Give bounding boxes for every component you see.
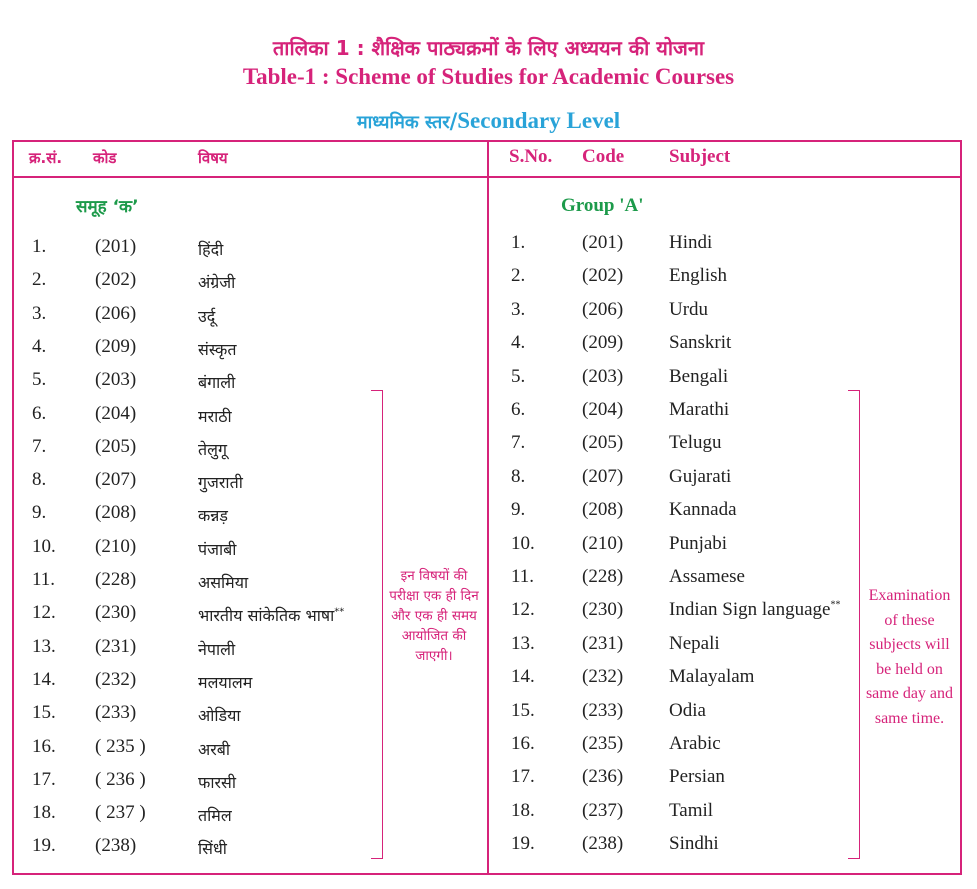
- row-code: (206): [95, 302, 137, 324]
- row-code: (204): [582, 399, 624, 420]
- row-sno: 14.: [511, 666, 535, 688]
- row-subject: [669, 566, 745, 588]
- row-code: (208): [95, 502, 137, 524]
- row-subject: [669, 599, 840, 621]
- row-subject-text: Gujarati: [669, 465, 732, 487]
- row-subject-text: Marathi: [669, 399, 730, 420]
- row-sno: 12.: [32, 602, 56, 624]
- row-sno: 17.: [511, 766, 535, 788]
- row-sno: 2.: [32, 269, 47, 291]
- row-sno: 6.: [32, 402, 47, 424]
- row-sno: 18.: [511, 799, 535, 821]
- row-code: (230): [95, 602, 137, 624]
- title-english: Table-1 : Scheme of Studies for Academic Courses: [242, 64, 735, 89]
- row-sno: 1.: [32, 236, 47, 257]
- row-subject-text: नेपाली: [198, 639, 236, 659]
- table-row: [0, 633, 977, 666]
- row-subject-text: मलयालम: [198, 672, 253, 692]
- row-code: (204): [95, 402, 137, 424]
- group-label-english: Group 'A': [561, 195, 644, 216]
- row-subject-text: ओडिया: [198, 706, 241, 726]
- row-code: (209): [582, 332, 624, 354]
- row-sno: 4.: [511, 332, 526, 354]
- row-sno: 18.: [32, 802, 56, 824]
- table-row: [0, 299, 977, 332]
- row-sno: 5.: [511, 365, 526, 387]
- row-code: (210): [582, 532, 624, 554]
- table-row: [0, 265, 977, 298]
- level-separator: /: [449, 108, 458, 133]
- row-sno: 3.: [32, 302, 47, 324]
- table-row: [0, 332, 977, 365]
- row-sno: 9.: [511, 499, 526, 521]
- table-row: [0, 599, 977, 632]
- row-code: (209): [95, 335, 137, 357]
- row-code: (201): [95, 236, 137, 257]
- row-sno: 11.: [511, 566, 535, 587]
- row-subject: [669, 800, 713, 822]
- row-subject-text: मराठी: [198, 406, 232, 426]
- row-sno: 8.: [511, 465, 526, 487]
- row-sno: 5.: [32, 369, 47, 391]
- table-row: [0, 733, 977, 766]
- table-row: [0, 666, 977, 699]
- row-code: (203): [582, 365, 624, 387]
- row-code: (238): [582, 833, 624, 855]
- row-code: (232): [95, 668, 137, 690]
- row-subject: [669, 466, 731, 488]
- row-subject-text: Sindhi: [669, 833, 719, 855]
- row-sno: 7.: [511, 432, 526, 454]
- row-code: (205): [582, 432, 624, 454]
- footnote-mark: **: [334, 606, 345, 618]
- row-code: ( 237 ): [95, 802, 146, 824]
- title-hindi: तालिका 1 : शैक्षिक पाठ्यक्रमों के लिए अध्ययन की योजना: [272, 36, 705, 60]
- row-code: (235): [582, 733, 624, 754]
- table-row: [0, 833, 977, 866]
- level-hindi: माध्यमिक स्तर: [356, 112, 450, 133]
- row-code: (207): [582, 465, 624, 487]
- row-subject: [669, 666, 754, 688]
- row-subject-text: Tamil: [669, 799, 714, 821]
- row-sno: 17.: [32, 768, 56, 790]
- row-subject-text: पंजाबी: [198, 539, 237, 559]
- row-code: (236): [582, 766, 624, 788]
- row-subject-text: Indian Sign language: [669, 599, 831, 621]
- row-subject-text: असमिया: [198, 573, 249, 592]
- table-row: [0, 566, 977, 599]
- row-subject: [669, 432, 722, 454]
- row-sno: 15.: [511, 699, 535, 721]
- note-english: Examination of these subjects will be held on same day and same time.: [865, 587, 954, 727]
- row-sno: 6.: [511, 399, 526, 420]
- row-code: (233): [582, 699, 624, 721]
- row-subject-text: Persian: [669, 766, 725, 788]
- row-code: (201): [582, 232, 624, 253]
- level-english: Secondary Level: [457, 108, 621, 133]
- row-sno: 4.: [32, 335, 47, 357]
- row-code: ( 236 ): [95, 768, 146, 790]
- row-subject: [669, 733, 721, 755]
- row-sno: 8.: [32, 469, 47, 491]
- row-subject-text: Arabic: [669, 733, 721, 754]
- footnote-mark: **: [830, 600, 841, 612]
- row-code: (210): [95, 535, 137, 557]
- header-subject-hindi: विषय: [198, 149, 228, 167]
- row-code: (206): [582, 298, 624, 320]
- row-code: (202): [95, 269, 137, 291]
- row-sno: 2.: [511, 265, 526, 287]
- row-subject: [669, 833, 719, 855]
- row-subject-text: अरबी: [198, 739, 231, 759]
- row-subject-text: हिंदी: [198, 240, 224, 259]
- row-subject-text: Urdu: [669, 298, 709, 320]
- row-sno: 19.: [511, 833, 535, 855]
- row-sno: 19.: [32, 835, 56, 857]
- row-sno: 13.: [32, 635, 56, 657]
- note-hindi: इन विषयों की परीक्षा एक ही दिन और एक ही समय आयोजित की जाएगी।: [389, 568, 479, 664]
- table-row: [0, 466, 977, 499]
- row-subject-text: English: [669, 265, 728, 287]
- row-subject-text: Sanskrit: [669, 332, 732, 354]
- header-sno-english: S.No.: [509, 146, 553, 167]
- row-subject: [669, 299, 708, 321]
- table-row: [0, 533, 977, 566]
- row-sno: 16.: [511, 733, 535, 754]
- row-sno: 3.: [511, 298, 526, 320]
- row-code: (228): [95, 569, 137, 590]
- row-code: (228): [582, 566, 624, 587]
- row-subject: [669, 700, 706, 722]
- row-code: ( 235 ): [95, 735, 146, 757]
- row-code: (208): [582, 499, 624, 521]
- row-subject-text: Assamese: [669, 566, 745, 587]
- row-subject-text: सिंधी: [198, 839, 227, 859]
- row-subject-text: भारतीय सांकेतिक भाषा: [198, 606, 335, 626]
- row-code: (207): [95, 469, 137, 491]
- table-row: [0, 399, 977, 432]
- table-row: [0, 766, 977, 799]
- row-subject-text: Odia: [669, 699, 706, 721]
- row-sno: 7.: [32, 435, 47, 457]
- row-code: (202): [582, 265, 624, 287]
- level-heading: [0, 108, 977, 134]
- row-subject: [669, 533, 727, 555]
- row-code: (231): [582, 632, 624, 654]
- row-subject: [669, 265, 727, 287]
- row-subject-text: Hindi: [669, 232, 713, 253]
- group-label-hindi: समूह ‘क’: [76, 197, 139, 217]
- bracket-english: [848, 390, 860, 859]
- row-sno: 1.: [511, 232, 526, 253]
- row-subject-text: Bengali: [669, 365, 729, 387]
- row-sno: 11.: [32, 569, 56, 590]
- row-sno: 10.: [511, 532, 535, 554]
- table-row: [0, 232, 977, 265]
- row-subject: [669, 399, 729, 421]
- row-code: (238): [95, 835, 137, 857]
- row-subject-text: Punjabi: [669, 532, 728, 554]
- table-row: [0, 432, 977, 465]
- row-subject-text: Telugu: [669, 432, 722, 454]
- header-code-hindi: कोड: [93, 149, 117, 167]
- row-sno: 12.: [511, 599, 535, 621]
- table-row: [0, 800, 977, 833]
- row-sno: 9.: [32, 502, 47, 524]
- row-subject-text: Malayalam: [669, 666, 755, 688]
- row-sno: 15.: [32, 702, 56, 724]
- table-row: [0, 366, 977, 399]
- row-subject: [669, 366, 728, 388]
- row-code: (205): [95, 435, 137, 457]
- row-code: (230): [582, 599, 624, 621]
- row-subject-text: बंगाली: [198, 373, 236, 393]
- header-code-english: Code: [582, 146, 625, 167]
- row-subject-text: कन्नड़: [198, 506, 228, 526]
- row-subject-text: तेलुगू: [198, 439, 227, 459]
- row-code: (203): [95, 369, 137, 391]
- row-subject-text: तमिल: [198, 806, 232, 826]
- row-subject-text: उर्दू: [198, 306, 216, 326]
- row-sno: 16.: [32, 735, 56, 757]
- row-sno: 14.: [32, 668, 56, 690]
- row-subject: [669, 232, 712, 254]
- bracket-hindi: [371, 390, 383, 859]
- row-subject: [669, 332, 731, 354]
- header-subject-english: Subject: [669, 146, 731, 167]
- row-sno: 13.: [511, 632, 535, 654]
- row-code: (231): [95, 635, 137, 657]
- row-subject-text: फारसी: [198, 772, 236, 792]
- row-code: (237): [582, 799, 624, 821]
- row-subject: [669, 633, 720, 655]
- header-sno-hindi: क्र.सं.: [29, 149, 63, 167]
- row-code: (233): [95, 702, 137, 724]
- table-row: [0, 700, 977, 733]
- row-subject-text: Kannada: [669, 499, 737, 521]
- row-subject: [669, 766, 725, 788]
- table-row: [0, 499, 977, 532]
- row-sno: 10.: [32, 535, 56, 557]
- row-code: (232): [582, 666, 624, 688]
- row-subject-text: गुजराती: [198, 473, 243, 493]
- row-subject-text: संस्कृत: [198, 339, 237, 359]
- row-subject: [669, 499, 737, 521]
- row-subject-text: Nepali: [669, 632, 720, 654]
- row-subject-text: अंग्रेजी: [198, 273, 236, 293]
